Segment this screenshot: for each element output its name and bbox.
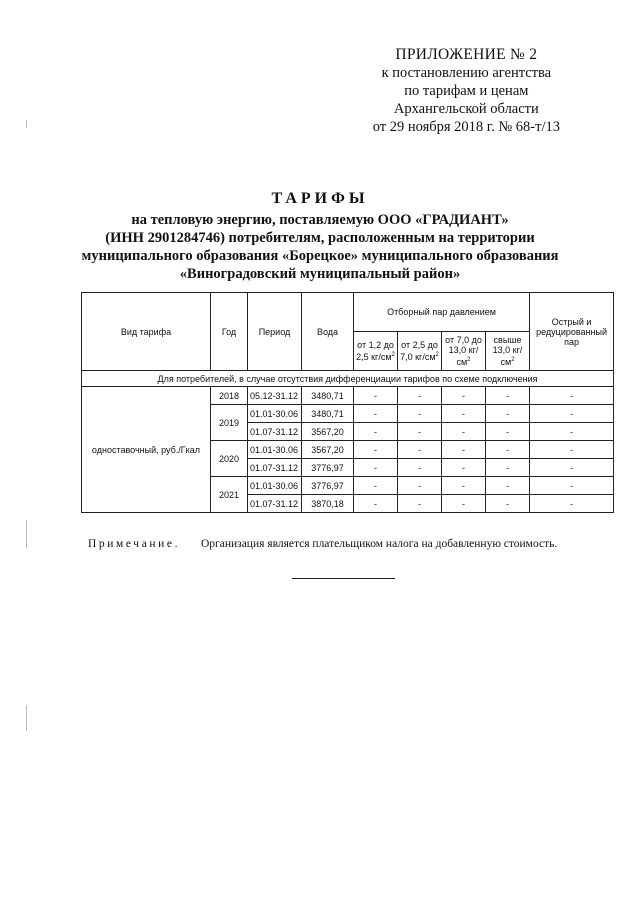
note (88, 538, 557, 550)
header-steam-range: от 7,0 до 13,0 $кг/см^2$ (442, 332, 486, 371)
margin-mark (26, 705, 27, 731)
dash-cell: - (442, 459, 486, 477)
appendix-line: к постановлению агентства (381, 65, 552, 81)
water-cell: 3480,71 (302, 405, 354, 423)
dash-cell: - (486, 405, 530, 423)
dash-cell: - (398, 405, 442, 423)
year-cell: 2018 (211, 387, 248, 405)
dash-cell: - (398, 387, 442, 405)
dash-cell: - (530, 405, 614, 423)
header-sharp-steam: Острый и редуцированный пар (530, 293, 614, 371)
dash-cell: - (442, 441, 486, 459)
dash-cell: - (442, 387, 486, 405)
dash-cell: - (354, 441, 398, 459)
tariff-name: одноставочный, руб./Гкал (82, 387, 211, 513)
margin-mark (26, 120, 27, 128)
header-steam: Отборный пар давлением (354, 293, 530, 332)
header-year: Год (211, 293, 248, 371)
dash-cell: - (486, 423, 530, 441)
dash-cell: - (442, 405, 486, 423)
dash-cell: - (530, 387, 614, 405)
dash-cell: - (354, 459, 398, 477)
period-cell: 01.07-31.12 (248, 459, 302, 477)
appendix-heading: ПРИЛОЖЕНИЕ № 2 (395, 46, 538, 63)
dash-cell: - (354, 477, 398, 495)
dash-cell: - (442, 495, 486, 513)
period-cell: 01.01-30.06 (248, 405, 302, 423)
dash-cell: - (530, 459, 614, 477)
dash-cell: - (486, 459, 530, 477)
period-cell: 01.07-31.12 (248, 495, 302, 513)
dash-cell: - (354, 423, 398, 441)
dash-cell: - (530, 495, 614, 513)
header-steam-range: от 1,2 до 2,5 $кг/см^2$ (354, 332, 398, 371)
header-tariff-type: Вид тарифа (82, 293, 211, 371)
period-cell: 01.01-30.06 (248, 477, 302, 495)
dash-cell: - (442, 423, 486, 441)
dash-cell: - (486, 495, 530, 513)
water-cell: 3480,71 (302, 387, 354, 405)
appendix-line: Архангельской области (393, 101, 539, 117)
dash-cell: - (530, 423, 614, 441)
year-cell: 2021 (211, 477, 248, 513)
header-period: Период (248, 293, 302, 371)
water-cell: 3776,97 (302, 477, 354, 495)
dash-cell: - (442, 477, 486, 495)
water-cell: 3870,18 (302, 495, 354, 513)
dash-cell: - (398, 441, 442, 459)
period-cell: 05.12-31.12 (248, 387, 302, 405)
title-line: «Виноградовский муниципальный район» (179, 266, 461, 282)
appendix-line: от 29 ноября 2018 г. № 68-т/13 (372, 119, 560, 135)
table-row (82, 387, 614, 405)
dash-cell: - (530, 441, 614, 459)
document-title (40, 190, 600, 283)
dash-cell: - (354, 405, 398, 423)
dash-cell: - (354, 495, 398, 513)
note-text: Организация является плательщиком налога на добавленную стоимость. (200, 538, 558, 550)
dash-cell: - (354, 387, 398, 405)
dash-cell: - (398, 459, 442, 477)
divider-line (292, 578, 395, 579)
year-cell: 2019 (211, 405, 248, 441)
water-cell: 3567,20 (302, 441, 354, 459)
title-line: муниципального образования «Борецкое» муниципального образования (81, 248, 559, 264)
appendix-line: по тарифам и ценам (404, 83, 529, 99)
period-cell: 01.07-31.12 (248, 423, 302, 441)
year-cell: 2020 (211, 441, 248, 477)
dash-cell: - (398, 477, 442, 495)
water-cell: 3567,20 (302, 423, 354, 441)
dash-cell: - (398, 423, 442, 441)
title-heading: ТАРИФЫ (271, 190, 369, 207)
header-water: Вода (302, 293, 354, 371)
header-steam-range: свыше 13,0 $кг/см^2$ (486, 332, 530, 371)
dash-cell: - (486, 477, 530, 495)
appendix-block (373, 46, 560, 136)
title-line: на тепловую энергию, поставляемую ООО «ГРАДИАНТ» (131, 212, 509, 228)
dash-cell: - (486, 387, 530, 405)
dash-cell: - (398, 495, 442, 513)
tariff-table (81, 292, 614, 513)
title-line: (ИНН 2901284746) потребителям, расположенным на территории (105, 230, 535, 246)
period-cell: 01.01-30.06 (248, 441, 302, 459)
header-steam-range: от 2,5 до 7,0 $кг/см^2$ (398, 332, 442, 371)
water-cell: 3776,97 (302, 459, 354, 477)
margin-mark (26, 520, 27, 548)
dash-cell: - (530, 477, 614, 495)
dash-cell: - (486, 441, 530, 459)
group-label: Для потребителей, в случае отсутствия дифференциации тарифов по схеме подключения (82, 371, 614, 387)
note-label: Примечание. (88, 538, 181, 550)
